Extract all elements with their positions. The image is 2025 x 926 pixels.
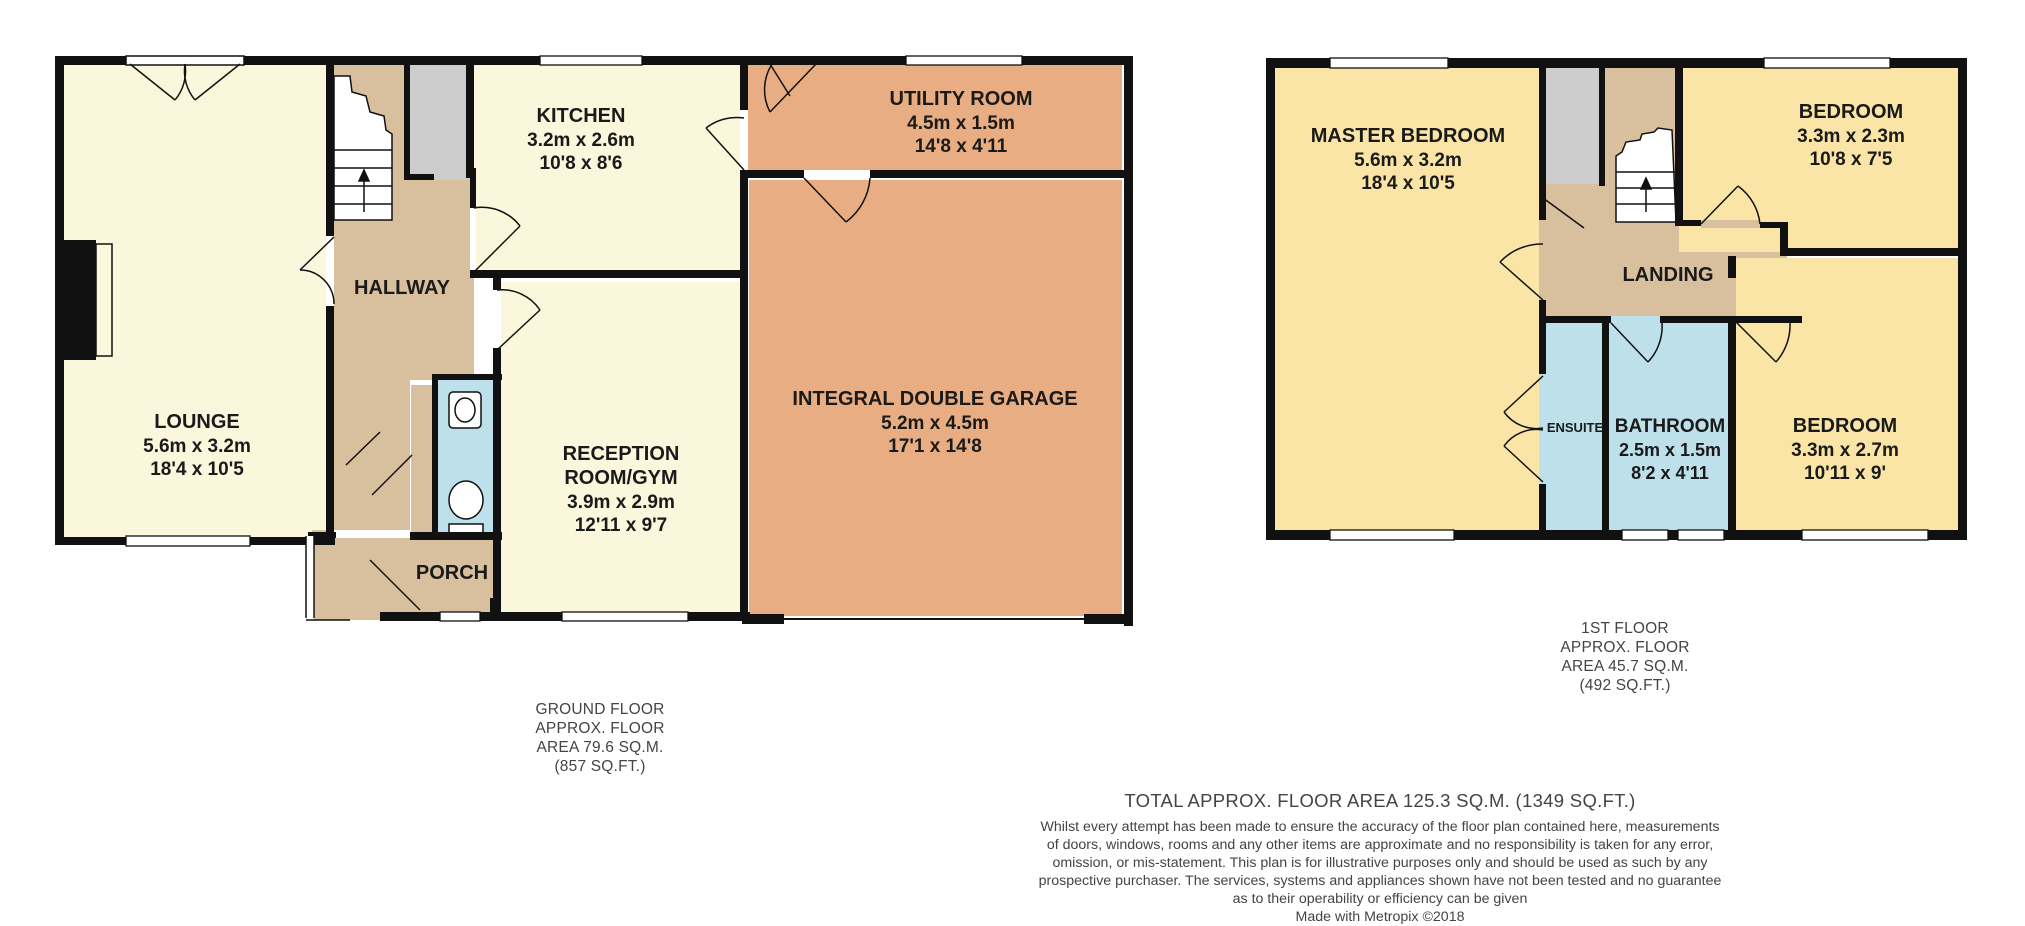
disclaimer-line: as to their operability or efficiency can be given bbox=[1232, 891, 1528, 907]
room-size-imperial: 10'8 x 7'5 bbox=[1809, 149, 1893, 170]
room-size-imperial: 14'8 x 4'11 bbox=[914, 136, 1008, 157]
room-size-imperial: 17'1 x 14'8 bbox=[888, 436, 982, 457]
note-line: APPROX. FLOOR bbox=[1560, 639, 1690, 656]
window bbox=[1622, 530, 1668, 540]
ground-floor-plan bbox=[55, 56, 1133, 626]
first-floor-area-note bbox=[1535, 619, 1715, 695]
note-line: (857 SQ.FT.) bbox=[554, 758, 646, 775]
room-size-metric: 2.5m x 1.5m bbox=[1618, 440, 1722, 460]
room-name: UTILITY ROOM bbox=[889, 88, 1033, 110]
note-line: 1ST FLOOR bbox=[1581, 620, 1669, 637]
porch-label: PORCH bbox=[415, 562, 489, 584]
window bbox=[1678, 530, 1724, 540]
room-size-imperial: 10'11 x 9' bbox=[1804, 463, 1886, 484]
cupboard-ground bbox=[410, 64, 474, 180]
room-size-metric: 5.6m x 3.2m bbox=[1354, 150, 1462, 171]
disclaimer-line: omission, or mis-statement. This plan is for illustrative purposes only and should be used as such by any bbox=[1052, 855, 1708, 871]
window bbox=[1802, 530, 1928, 540]
room-name: KITCHEN bbox=[536, 105, 626, 127]
bedroom-bottom-label bbox=[1791, 415, 1899, 484]
hallway-label: HALLWAY bbox=[354, 277, 450, 299]
room-size-metric: 3.2m x 2.6m bbox=[527, 130, 635, 151]
room-size-metric: 3.3m x 2.7m bbox=[1791, 440, 1899, 461]
room-size-imperial: 18'4 x 10'5 bbox=[150, 459, 244, 480]
window bbox=[540, 56, 642, 65]
window bbox=[1764, 58, 1890, 68]
kitchen-label bbox=[527, 105, 635, 174]
window bbox=[1330, 530, 1454, 540]
room-size-metric: 5.2m x 4.5m bbox=[881, 413, 989, 434]
room-name: BEDROOM bbox=[1798, 101, 1904, 123]
room-size-metric: 3.9m x 2.9m bbox=[567, 492, 675, 513]
room-name: BATHROOM bbox=[1614, 416, 1726, 437]
note-line: AREA 79.6 SQ.M. bbox=[536, 739, 664, 756]
window bbox=[440, 612, 480, 621]
bedroom-bottom-room bbox=[1733, 258, 1958, 532]
room-size-imperial: 18'4 x 10'5 bbox=[1361, 173, 1455, 194]
room-size-metric: 5.6m x 3.2m bbox=[143, 436, 251, 457]
room-name: BEDROOM bbox=[1792, 415, 1898, 437]
made-with-credit: Made with Metropix ©2018 bbox=[1295, 909, 1465, 925]
cupboard-first bbox=[1543, 68, 1603, 184]
room-size-imperial: 10'8 x 8'6 bbox=[539, 153, 623, 174]
disclaimer-line: Whilst every attempt has been made to ensure the accuracy of the floor plan contained here, measurements bbox=[1040, 819, 1720, 835]
room-name: ROOM/GYM bbox=[564, 467, 678, 489]
window bbox=[906, 56, 1022, 65]
landing-label: LANDING bbox=[1622, 264, 1714, 286]
footer bbox=[930, 790, 1830, 926]
window bbox=[126, 536, 250, 546]
room-size-metric: 3.3m x 2.3m bbox=[1797, 126, 1905, 147]
first-floor-plan bbox=[1266, 58, 1967, 540]
window bbox=[1330, 58, 1448, 68]
ground-floor-area-note bbox=[510, 700, 690, 776]
disclaimer-line: of doors, windows, rooms and any other items are approximate and no responsibility is taken for any error, bbox=[1046, 837, 1714, 853]
room-size-metric: 4.5m x 1.5m bbox=[907, 113, 1015, 134]
room-name: MASTER BEDROOM bbox=[1310, 125, 1506, 147]
note-line: APPROX. FLOOR bbox=[535, 720, 665, 737]
disclaimer bbox=[930, 818, 1830, 908]
fireplace-hearth bbox=[96, 244, 112, 356]
room-size-imperial: 12'11 x 9'7 bbox=[574, 515, 668, 536]
lounge-label bbox=[143, 411, 251, 480]
note-line: GROUND FLOOR bbox=[535, 701, 665, 718]
disclaimer-line: prospective purchaser. The services, systems and appliances shown have not been tested and no guarantee bbox=[1038, 873, 1722, 889]
ensuite-label: ENSUITE bbox=[1546, 420, 1604, 435]
room-size-imperial: 8'2 x 4'11 bbox=[1631, 463, 1709, 483]
room-name: LOUNGE bbox=[154, 411, 240, 433]
room-name: RECEPTION bbox=[562, 443, 680, 465]
total-floor-area: TOTAL APPROX. FLOOR AREA 125.3 SQ.M. (1349 SQ.FT.) bbox=[1124, 790, 1636, 811]
room-name: INTEGRAL DOUBLE GARAGE bbox=[792, 388, 1078, 410]
bathroom-label bbox=[1615, 416, 1725, 483]
bedroom-top-label bbox=[1797, 101, 1905, 170]
note-line: (492 SQ.FT.) bbox=[1579, 677, 1671, 694]
note-line: AREA 45.7 SQ.M. bbox=[1561, 658, 1689, 675]
fireplace bbox=[60, 240, 96, 360]
window bbox=[562, 612, 688, 621]
